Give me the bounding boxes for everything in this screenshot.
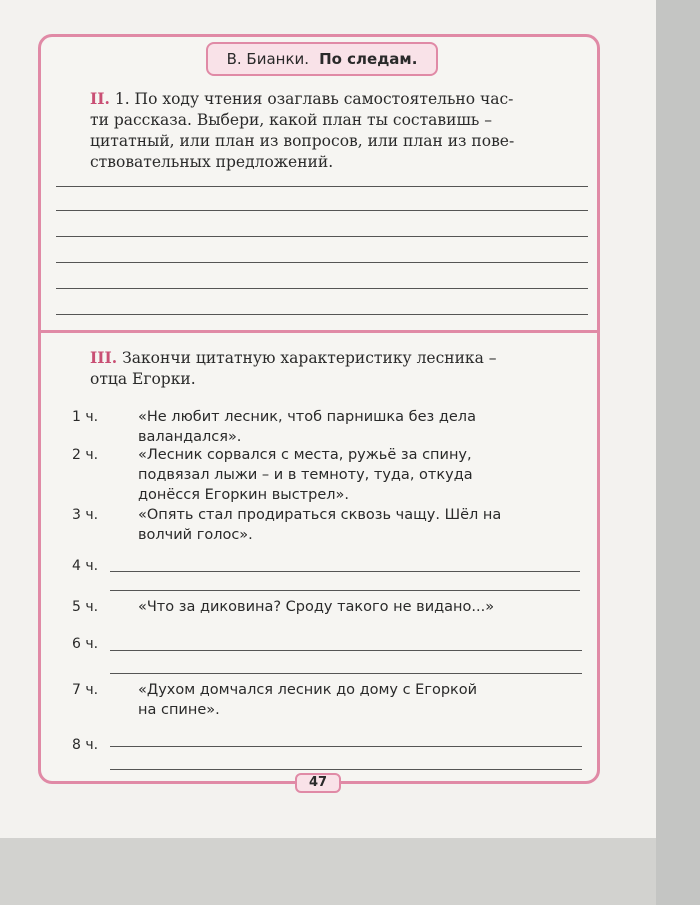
quote-line: «Что за диковина? Сроду такого не видано...» [138,599,495,615]
answer-line[interactable] [56,314,588,315]
task-2-line-3: цитатный, или план из вопросов, или план из пове- [90,132,515,150]
task-3-line-2: отца Егорки. [90,370,196,388]
part-number: 2 ч. [72,447,99,463]
task-3-text [90,347,576,390]
quote-line: донёсся Егоркин выстрел». [138,487,349,503]
part-number: 6 ч. [72,636,99,652]
part-quote [138,597,578,617]
quote-line: «Лесник сорвался с места, ружьё за спину, [138,447,472,463]
part-number: 5 ч. [72,599,99,615]
answer-line[interactable] [110,769,582,770]
answer-line[interactable] [56,288,588,289]
part-number: 4 ч. [72,558,99,574]
page-edge-shadow [656,0,700,905]
part-number: 8 ч. [72,737,99,753]
task-2-number: II. [90,89,110,108]
answer-line[interactable] [110,650,582,651]
task-3-number: III. [90,348,118,367]
part-number: 7 ч. [72,682,99,698]
quote-line: «Духом домчался лесник до дому с Егоркой [138,682,478,698]
part-quote [138,680,578,720]
task-2-line-1: 1. По ходу чтения озаглавь самостоятельно час- [114,90,514,108]
answer-line[interactable] [56,236,588,237]
title-author: В. Бианки. [226,50,310,68]
scan-bottom-strip [0,838,656,905]
quote-line: волчий голос». [138,527,253,543]
answer-line[interactable] [56,262,588,263]
task-3-line-1: Закончи цитатную характеристику лесника – [122,349,497,367]
page-number: 47 [295,773,341,793]
part-quote [138,407,578,447]
answer-line[interactable] [56,186,588,187]
answer-line[interactable] [110,673,582,674]
answer-line[interactable] [56,210,588,211]
quote-line: «Не любит лесник, чтоб парнишка без дела [138,409,476,425]
quote-line: на спине». [138,702,220,718]
frame-divider [38,330,600,333]
title-work: По следам. [319,50,418,68]
quote-line: «Опять стал продираться сквозь чащу. Шёл на [138,507,502,523]
part-quote [138,445,578,505]
task-2-line-2: ти рассказа. Выбери, какой план ты составишь – [90,111,492,129]
quote-line: подвязал лыжи – и в темноту, туда, откуда [138,467,473,483]
answer-line[interactable] [110,746,582,747]
answer-line[interactable] [110,571,580,572]
part-number: 1 ч. [72,409,99,425]
part-number: 3 ч. [72,507,99,523]
task-2-line-4: ствовательных предложений. [90,153,334,171]
quote-line: валандался». [138,429,242,445]
answer-line[interactable] [110,590,580,591]
lesson-title [206,42,438,76]
part-quote [138,505,578,545]
task-2-text [90,88,576,173]
